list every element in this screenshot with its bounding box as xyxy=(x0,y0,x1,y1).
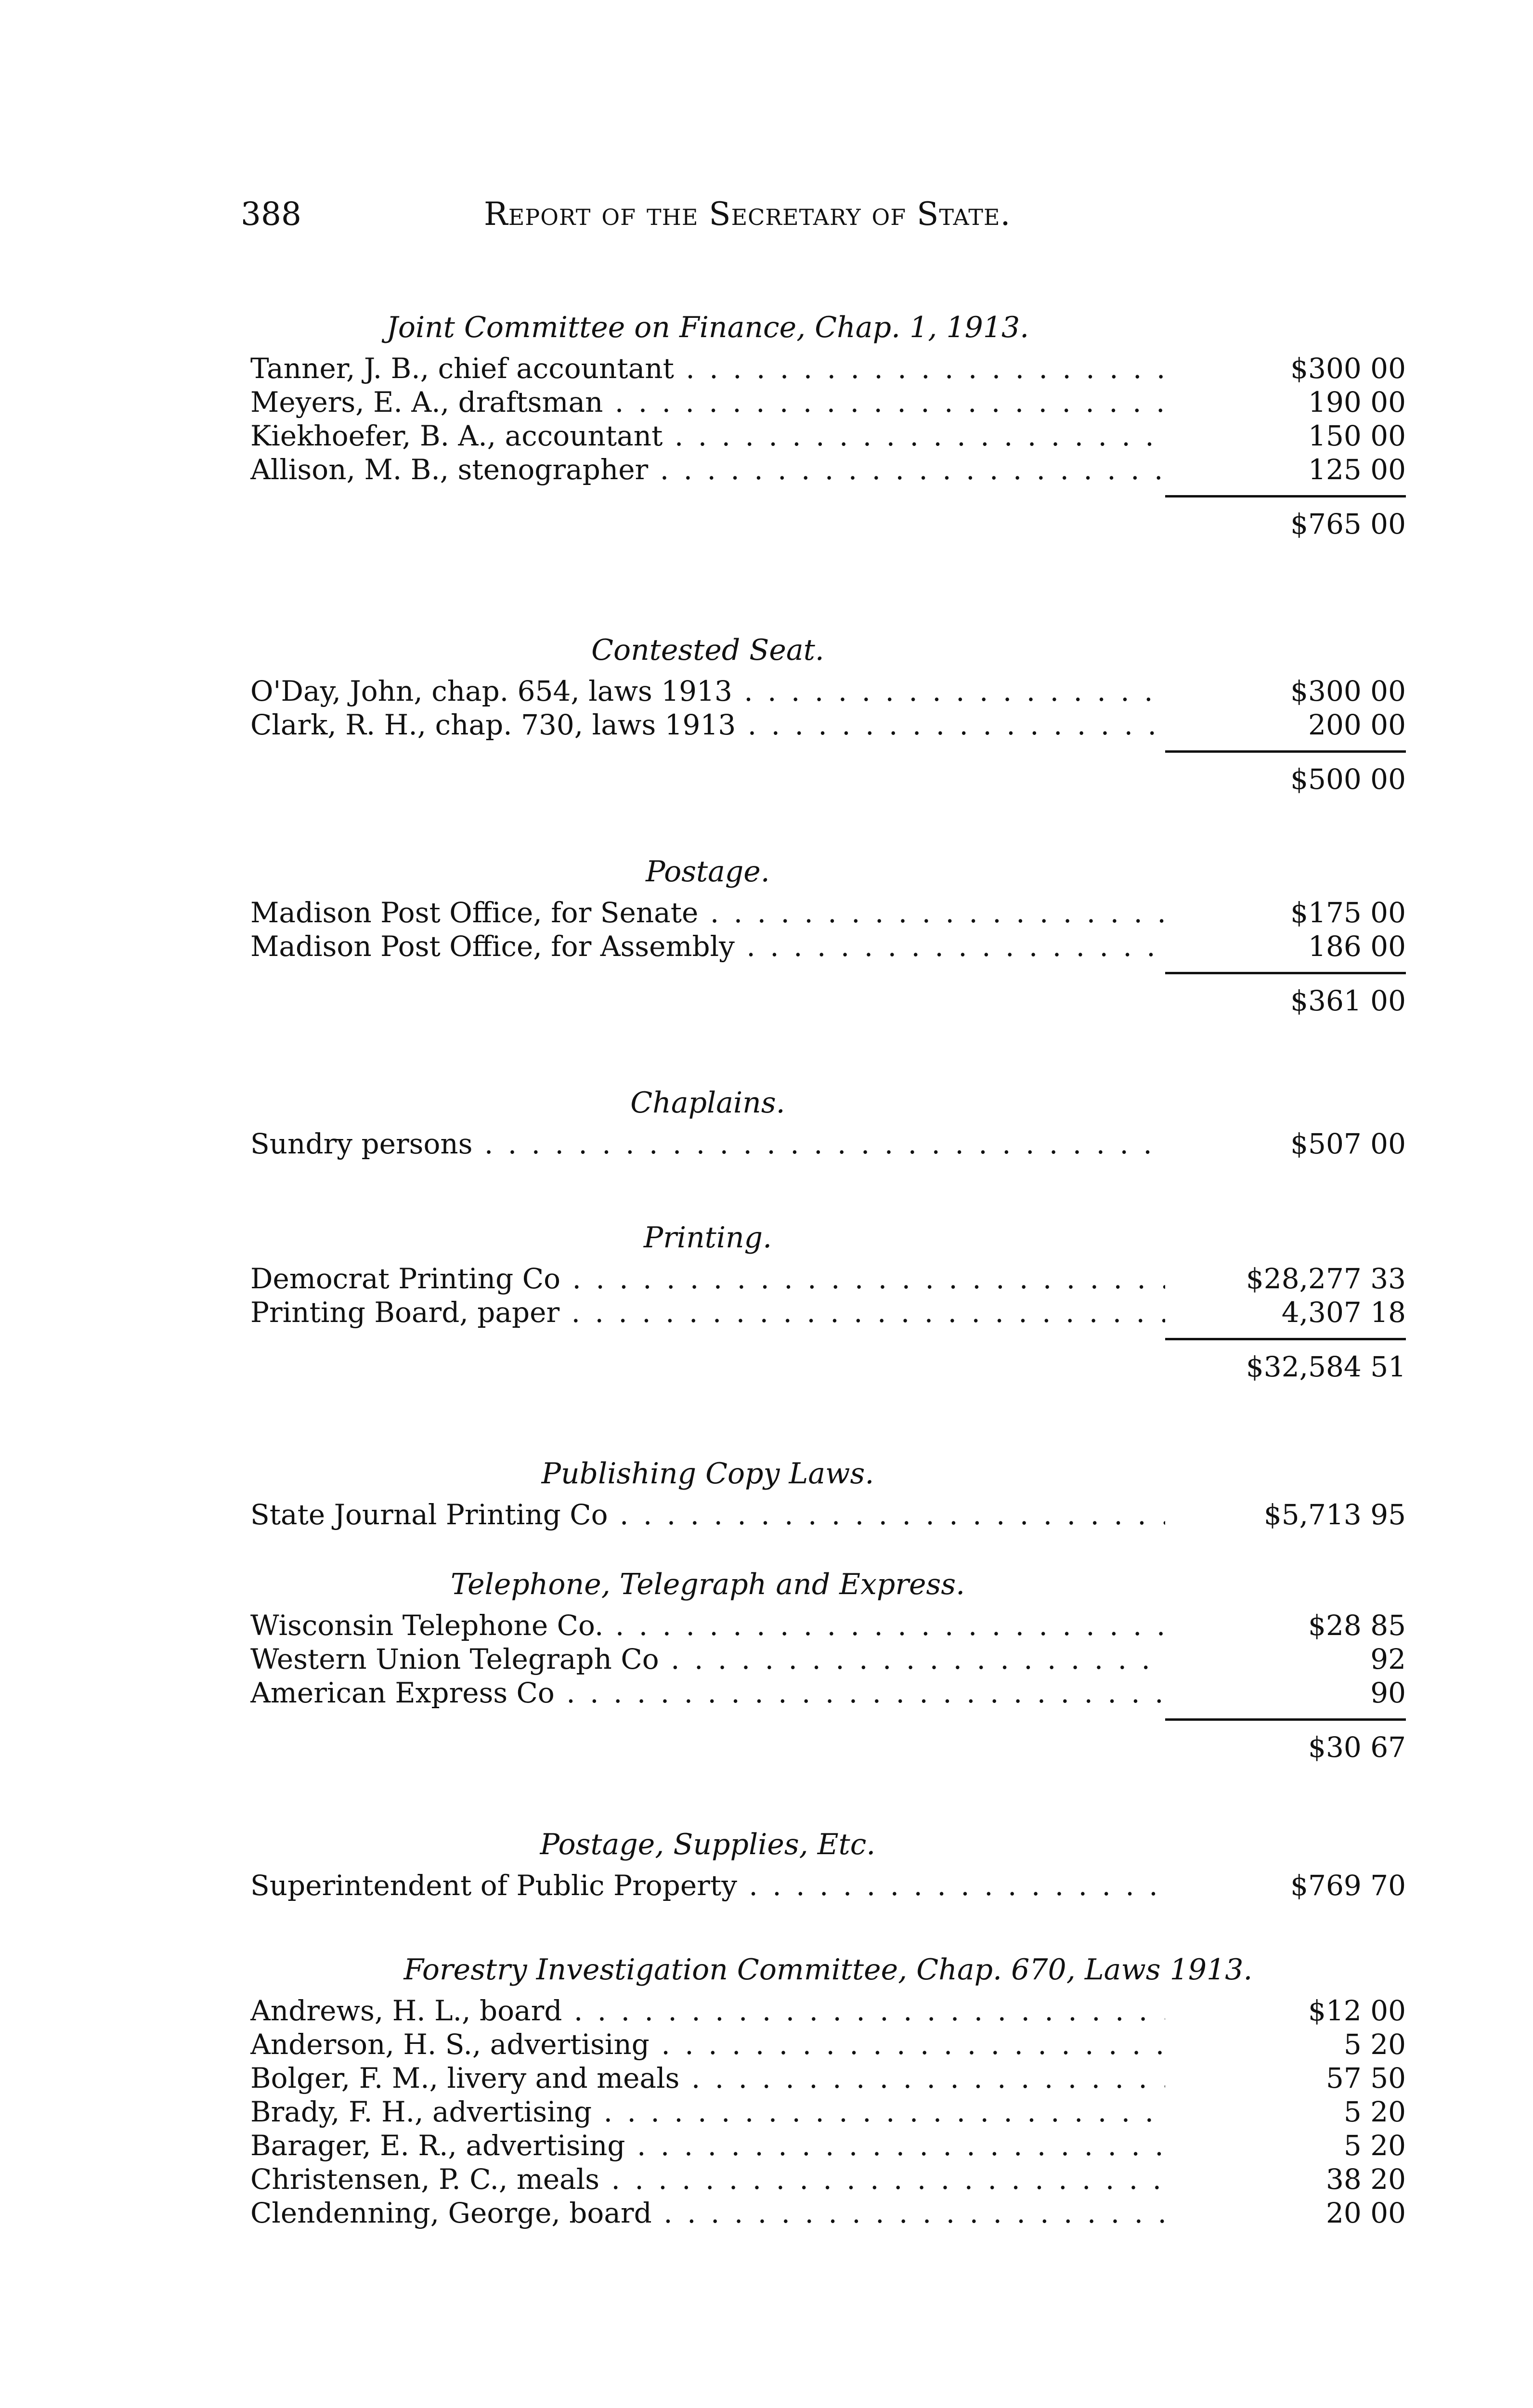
section-forestry-investigation xyxy=(250,1946,1406,2230)
row-amount: 200 00 xyxy=(1308,708,1406,741)
ledger-row xyxy=(250,419,1406,453)
ledger-row xyxy=(250,385,1406,419)
row-label: Madison Post Office, for Senate . . . xyxy=(250,896,1165,929)
section-telephone-telegraph-express xyxy=(250,1560,1406,1774)
section-total xyxy=(250,1721,1406,1774)
row-label: O'Day, John, chap. 654, laws 1913 . . . xyxy=(250,674,1165,708)
row-label: Barager, E. R., advertising . . . xyxy=(250,2129,1165,2162)
row-label: Democrat Printing Co . . . xyxy=(250,1262,1165,1296)
ledger-row xyxy=(250,896,1406,929)
row-label: Clark, R. H., chap. 730, laws 1913 . . . xyxy=(250,708,1165,742)
ledger-row xyxy=(250,1994,1406,2028)
row-label: Allison, M. B., stenographer . . . xyxy=(250,453,1165,486)
section-title: Postage. xyxy=(646,855,770,889)
row-amount: 125 00 xyxy=(1308,453,1406,486)
section-chaplains xyxy=(250,1079,1406,1161)
ledger-row xyxy=(250,352,1406,385)
row-label: Bolger, F. M., livery and meals . . . xyxy=(250,2061,1165,2095)
row-amount: $28 85 xyxy=(1308,1609,1406,1642)
section-title: Contested Seat. xyxy=(591,633,824,667)
section-total xyxy=(250,1340,1406,1393)
total-amount: $500 00 xyxy=(1290,763,1406,796)
row-amount: 5 20 xyxy=(1343,2095,1406,2128)
row-label: Wisconsin Telephone Co. . . . xyxy=(250,1609,1165,1642)
section-total xyxy=(250,753,1406,806)
row-label: Andrews, H. L., board . . . xyxy=(250,1994,1165,2028)
row-label: Printing Board, paper . . . xyxy=(250,1296,1165,1329)
ledger-row xyxy=(250,2095,1406,2129)
running-head xyxy=(241,188,1156,241)
row-label: Brady, F. H., advertising . . . xyxy=(250,2095,1165,2129)
total-amount: $30 67 xyxy=(1308,1731,1406,1764)
row-amount: 150 00 xyxy=(1308,419,1406,452)
row-amount: 92 xyxy=(1370,1643,1406,1675)
section-total xyxy=(250,974,1406,1027)
ledger-row xyxy=(250,708,1406,742)
ledger-row xyxy=(250,1262,1406,1296)
row-label: Meyers, E. A., draftsman . . . xyxy=(250,385,1165,419)
row-amount: $507 00 xyxy=(1290,1127,1406,1160)
running-title: Report of the Secretary of State. xyxy=(484,196,1011,233)
ledger-row xyxy=(250,2061,1406,2095)
ledger-row xyxy=(250,2196,1406,2230)
section-title: Telephone, Telegraph and Express. xyxy=(450,1568,965,1601)
section-printing xyxy=(250,1214,1406,1393)
ledger-row xyxy=(250,2129,1406,2162)
row-amount: 38 20 xyxy=(1325,2163,1406,2196)
total-amount: $361 00 xyxy=(1290,984,1406,1017)
row-amount: 190 00 xyxy=(1308,386,1406,419)
row-label: Clendenning, George, board . . . xyxy=(250,2196,1165,2230)
row-amount: 20 00 xyxy=(1325,2197,1406,2229)
section-title: Publishing Copy Laws. xyxy=(541,1457,874,1491)
ledger-row xyxy=(250,1127,1406,1161)
ledger-row xyxy=(250,2028,1406,2061)
row-amount: 90 xyxy=(1370,1676,1406,1709)
section-title: Joint Committee on Finance, Chap. 1, 1913. xyxy=(386,311,1029,344)
section-postage-supplies xyxy=(250,1820,1406,1902)
row-label: Tanner, J. B., chief accountant . . . xyxy=(250,352,1165,385)
ledger-row xyxy=(250,929,1406,963)
section-title: Printing. xyxy=(643,1221,772,1255)
row-amount: $12 00 xyxy=(1308,1994,1406,2027)
row-label: State Journal Printing Co . . . xyxy=(250,1498,1165,1531)
row-label: Superintendent of Public Property . . . xyxy=(250,1869,1165,1902)
row-amount: 5 20 xyxy=(1343,2028,1406,2061)
total-amount: $32,584 51 xyxy=(1246,1350,1406,1383)
row-label: Western Union Telegraph Co . . . xyxy=(250,1642,1165,1676)
row-amount: 57 50 xyxy=(1325,2062,1406,2094)
row-label: Anderson, H. S., advertising . . . xyxy=(250,2028,1165,2061)
ledger-row xyxy=(250,1609,1406,1642)
row-amount: $175 00 xyxy=(1290,896,1406,929)
row-label: American Express Co . . . xyxy=(250,1676,1165,1710)
section-title: Postage, Supplies, Etc. xyxy=(540,1828,876,1861)
row-amount: $300 00 xyxy=(1290,675,1406,707)
row-amount: $28,277 33 xyxy=(1246,1262,1406,1295)
row-amount: $769 70 xyxy=(1290,1869,1406,1902)
row-amount: $300 00 xyxy=(1290,352,1406,385)
row-amount: 5 20 xyxy=(1343,2129,1406,2162)
section-title: Forestry Investigation Committee, Chap. 670, Laws 1913. xyxy=(403,1953,1253,1987)
row-amount: $5,713 95 xyxy=(1263,1498,1406,1531)
page-number: 388 xyxy=(241,196,301,233)
section-title: Chaplains. xyxy=(630,1086,785,1120)
ledger-row xyxy=(250,1296,1406,1329)
section-postage xyxy=(250,848,1406,1027)
ledger-row xyxy=(250,1676,1406,1710)
ledger-row xyxy=(250,1642,1406,1676)
ledger-row xyxy=(250,674,1406,708)
ledger-row xyxy=(250,2162,1406,2196)
section-total xyxy=(250,497,1406,550)
row-label: Kiekhoefer, B. A., accountant . . . xyxy=(250,419,1165,453)
row-amount: 4,307 18 xyxy=(1281,1296,1406,1329)
ledger-row xyxy=(250,453,1406,486)
section-publishing-copy-laws xyxy=(250,1450,1406,1531)
row-label: Sundry persons . . . xyxy=(250,1127,1165,1161)
row-label: Madison Post Office, for Assembly . . . xyxy=(250,929,1165,963)
section-joint-committee-finance xyxy=(250,303,1406,550)
ledger-row xyxy=(250,1498,1406,1531)
ledger-row xyxy=(250,1869,1406,1902)
row-label: Christensen, P. C., meals . . . xyxy=(250,2162,1165,2196)
total-amount: $765 00 xyxy=(1290,508,1406,540)
section-contested-seat xyxy=(250,626,1406,806)
row-amount: 186 00 xyxy=(1308,930,1406,963)
